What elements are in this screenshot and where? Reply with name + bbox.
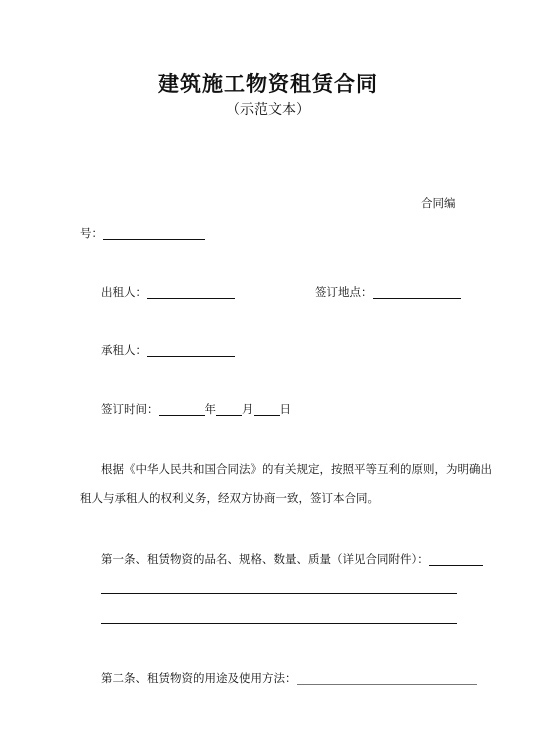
sign-time-row (101, 402, 291, 416)
lessor-row (101, 285, 235, 299)
document-title: 建筑施工物资租赁合同 (158, 71, 378, 96)
article-1-row (101, 552, 483, 566)
article-2-blank[interactable] (297, 672, 477, 685)
lessee-blank[interactable] (147, 344, 235, 357)
sign-day-blank[interactable] (254, 403, 280, 416)
document-subtitle: （示范文本） (226, 102, 310, 118)
sign-place-label: 签订地点： (315, 285, 373, 299)
contract-number-label-part1: 合同编 (421, 196, 456, 210)
sign-month-blank[interactable] (216, 403, 242, 416)
sign-place-blank[interactable] (373, 286, 461, 299)
lessee-row (101, 343, 235, 357)
sign-year-blank[interactable] (159, 403, 205, 416)
preamble-line-2: 租人与承租人的权利义务，经双方协商一致，签订本合同。 (80, 491, 379, 505)
article-1-text: 第一条、租赁物资的品名、规格、数量、质量（详见合同附件）： (101, 552, 429, 566)
month-label: 月 (242, 402, 254, 416)
contract-number-label-part2: 号： (80, 226, 103, 240)
lessor-blank[interactable] (147, 286, 235, 299)
article-1-blank-line-1[interactable] (101, 593, 457, 594)
year-label: 年 (204, 402, 216, 416)
article-2-row (101, 671, 477, 685)
sign-place-row (315, 285, 461, 299)
article-1-blank-inline[interactable] (429, 553, 483, 566)
preamble-line-1: 根据《中华人民共和国合同法》的有关规定，按照平等互利的原则，为明确出 (101, 462, 492, 476)
day-label: 日 (279, 402, 291, 416)
lessee-label: 承租人： (101, 343, 147, 357)
article-2-text: 第二条、租赁物资的用途及使用方法： (101, 671, 297, 685)
sign-time-label: 签订时间： (101, 402, 159, 416)
contract-number-row (80, 226, 205, 240)
contract-number-blank[interactable] (103, 227, 205, 240)
lessor-label: 出租人： (101, 285, 147, 299)
article-1-blank-line-2[interactable] (101, 623, 457, 624)
